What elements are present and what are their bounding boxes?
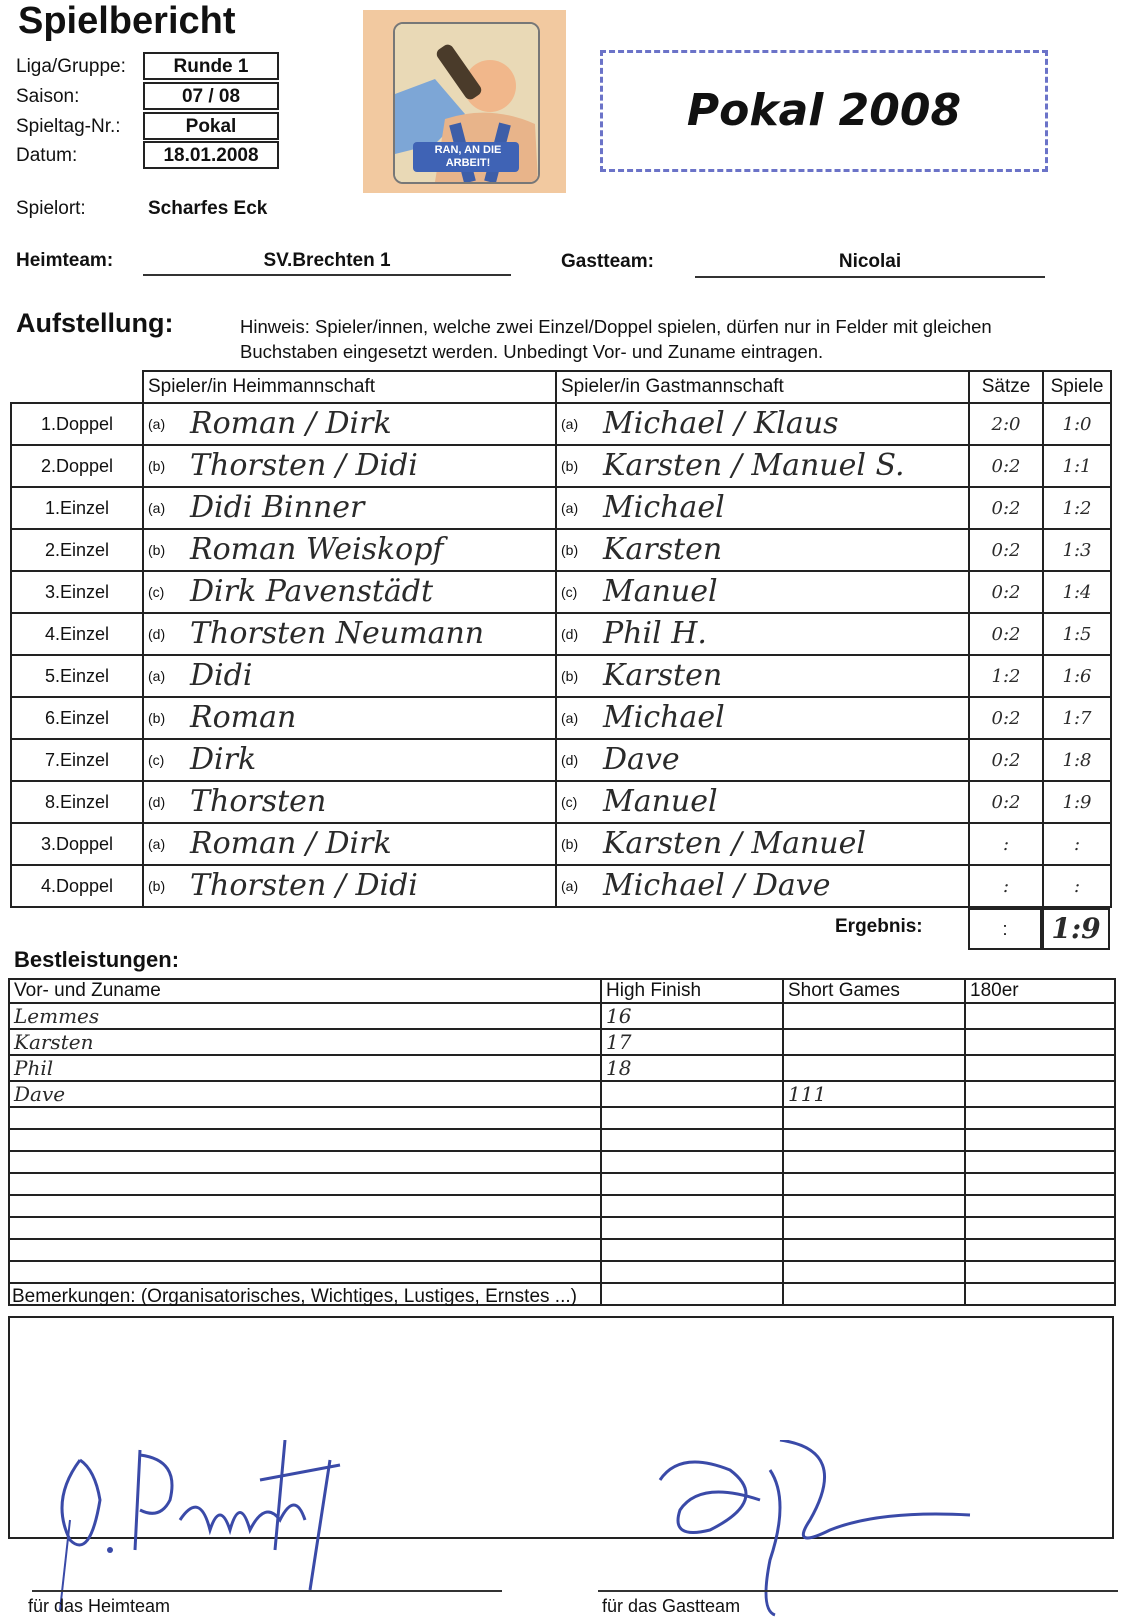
- best-name[interactable]: [9, 1239, 601, 1261]
- best-row: [9, 1029, 1115, 1055]
- home-player-name: Thorsten: [190, 784, 327, 819]
- best-name[interactable]: Karsten: [9, 1029, 601, 1055]
- matchday-value: Pokal: [143, 112, 279, 140]
- best-name[interactable]: Dave: [9, 1081, 601, 1107]
- sets-score[interactable]: :: [969, 823, 1043, 865]
- away-player-cell[interactable]: [556, 697, 969, 739]
- away-player-name: Phil H.: [603, 616, 707, 651]
- venue-label: Spielort:: [16, 198, 86, 219]
- best-high-finish[interactable]: [601, 1261, 783, 1283]
- home-player-cell[interactable]: [143, 655, 556, 697]
- season-label: Saison:: [16, 86, 80, 107]
- home-slot-letter: (b): [148, 710, 166, 726]
- lineup-row: [11, 697, 1111, 739]
- lineup-row: [11, 403, 1111, 445]
- games-score[interactable]: 1:4: [1043, 571, 1111, 613]
- season-value: 07 / 08: [143, 82, 279, 110]
- best-row: [9, 1239, 1115, 1261]
- col-games: Spiele: [1043, 371, 1111, 403]
- lineup-row: [11, 781, 1111, 823]
- home-player-cell[interactable]: [143, 865, 556, 907]
- games-score[interactable]: 1:5: [1043, 613, 1111, 655]
- home-player-name: Roman Weiskopf: [190, 532, 444, 567]
- best-short-games[interactable]: [783, 1107, 965, 1129]
- match-label: 3.Einzel: [11, 571, 143, 613]
- best-name[interactable]: [9, 1129, 601, 1151]
- col-sets: Sätze: [969, 371, 1043, 403]
- best-name[interactable]: [9, 1173, 601, 1195]
- home-player-name: Dirk Pavenstädt: [190, 574, 434, 609]
- best-short-games[interactable]: [783, 1055, 965, 1081]
- away-player-cell[interactable]: [556, 739, 969, 781]
- home-player-name: Thorsten / Didi: [190, 448, 418, 483]
- date-label: Datum:: [16, 145, 78, 166]
- home-player-name: Dirk: [190, 742, 257, 777]
- away-signature-line: [598, 1590, 1118, 1592]
- away-player-name: Michael / Dave: [603, 868, 831, 903]
- best-row: [9, 1195, 1115, 1217]
- home-slot-letter: (c): [148, 584, 165, 600]
- best-row: [9, 1107, 1115, 1129]
- best-short-games[interactable]: [783, 1239, 965, 1261]
- best-high-finish[interactable]: 16: [601, 1003, 783, 1029]
- lineup-row: [11, 487, 1111, 529]
- match-label: 8.Einzel: [11, 781, 143, 823]
- home-slot-letter: (a): [148, 836, 166, 852]
- lineup-row: [11, 823, 1111, 865]
- away-slot-letter: (a): [561, 500, 579, 516]
- best-name[interactable]: [9, 1217, 601, 1239]
- lineup-row: [11, 571, 1111, 613]
- home-slot-letter: (d): [148, 626, 166, 642]
- league-value: Runde 1: [143, 52, 279, 80]
- best-short-games[interactable]: 111: [783, 1081, 965, 1107]
- away-player-name: Michael / Klaus: [603, 406, 839, 441]
- away-player-name: Dave: [603, 742, 680, 777]
- match-label: 2.Doppel: [11, 445, 143, 487]
- best-high-finish[interactable]: 17: [601, 1029, 783, 1055]
- home-signature: [40, 1440, 380, 1620]
- home-player-name: Didi: [190, 658, 253, 693]
- match-label: 2.Einzel: [11, 529, 143, 571]
- match-label: 1.Doppel: [11, 403, 143, 445]
- home-team-label: Heimteam:: [16, 250, 114, 271]
- lineup-table: [10, 370, 1112, 908]
- match-label: 4.Einzel: [11, 613, 143, 655]
- lineup-note: Hinweis: Spieler/innen, welche zwei Einzel/Doppel spielen, dürfen nur in Felder mit gleichen Buchstaben eingesetzt werden. Unbedingt Vor- und Zuname eintragen.: [240, 316, 992, 362]
- away-player-cell[interactable]: [556, 781, 969, 823]
- home-slot-letter: (b): [148, 542, 166, 558]
- away-player-cell[interactable]: [556, 487, 969, 529]
- best-name[interactable]: Lemmes: [9, 1003, 601, 1029]
- best-name[interactable]: Phil: [9, 1055, 601, 1081]
- away-player-name: Manuel: [603, 574, 718, 609]
- away-team-label: Gastteam:: [561, 251, 654, 272]
- best-name[interactable]: [9, 1151, 601, 1173]
- best-180[interactable]: [965, 1173, 1115, 1195]
- home-slot-letter: (a): [148, 416, 166, 432]
- away-slot-letter: (a): [561, 710, 579, 726]
- best-180[interactable]: [965, 1081, 1115, 1107]
- sets-score[interactable]: 0:2: [969, 697, 1043, 739]
- match-label: 3.Doppel: [11, 823, 143, 865]
- best-180[interactable]: [965, 1217, 1115, 1239]
- competition-box: [600, 50, 1048, 172]
- games-score[interactable]: 1:8: [1043, 739, 1111, 781]
- venue-value: Scharfes Eck: [148, 198, 268, 219]
- best-short-games[interactable]: [783, 1129, 965, 1151]
- best-short-games[interactable]: [783, 1173, 965, 1195]
- lineup-row: [11, 739, 1111, 781]
- away-player-cell[interactable]: [556, 403, 969, 445]
- games-score[interactable]: 1:1: [1043, 445, 1111, 487]
- match-label: 6.Einzel: [11, 697, 143, 739]
- best-row: [9, 1081, 1115, 1107]
- result-sets: :: [968, 908, 1042, 950]
- best-high-finish[interactable]: [601, 1195, 783, 1217]
- lineup-row: [11, 655, 1111, 697]
- away-player-name: Manuel: [603, 784, 718, 819]
- home-player-name: Didi Binner: [190, 490, 365, 525]
- sets-score[interactable]: 0:2: [969, 529, 1043, 571]
- best-high-finish[interactable]: [601, 1217, 783, 1239]
- lineup-row: [11, 529, 1111, 571]
- best-row: [9, 1003, 1115, 1029]
- games-score[interactable]: 1:6: [1043, 655, 1111, 697]
- home-slot-letter: (b): [148, 878, 166, 894]
- date-value: 18.01.2008: [143, 141, 279, 169]
- home-player-cell[interactable]: [143, 529, 556, 571]
- home-player-name: Thorsten Neumann: [190, 616, 485, 651]
- best-row: [9, 1173, 1115, 1195]
- best-high-finish[interactable]: [601, 1129, 783, 1151]
- games-score[interactable]: :: [1043, 823, 1111, 865]
- home-player-name: Thorsten / Didi: [190, 868, 418, 903]
- matchday-label: Spieltag-Nr.:: [16, 116, 121, 137]
- home-player-cell[interactable]: [143, 403, 556, 445]
- games-score[interactable]: 1:2: [1043, 487, 1111, 529]
- away-slot-letter: (d): [561, 626, 579, 642]
- best-row: [9, 1129, 1115, 1151]
- sets-score[interactable]: 0:2: [969, 613, 1043, 655]
- home-player-cell[interactable]: [143, 739, 556, 781]
- best-180[interactable]: [965, 1107, 1115, 1129]
- result-games: 1:9: [1042, 908, 1110, 950]
- best-short-games[interactable]: [783, 1261, 965, 1283]
- best-180[interactable]: [965, 1129, 1115, 1151]
- best-table: [8, 978, 1116, 1306]
- best-short-games[interactable]: [783, 1283, 965, 1305]
- best-180[interactable]: [965, 1261, 1115, 1283]
- away-player-name: Karsten / Manuel: [603, 826, 866, 861]
- best-180[interactable]: [965, 1003, 1115, 1029]
- away-slot-letter: (b): [561, 836, 579, 852]
- away-signature: [650, 1440, 1000, 1620]
- lineup-rows: [11, 403, 1111, 907]
- lineup-row: [11, 445, 1111, 487]
- away-slot-letter: (c): [561, 584, 578, 600]
- sets-score[interactable]: 0:2: [969, 571, 1043, 613]
- best-row: [9, 1055, 1115, 1081]
- home-slot-letter: (a): [148, 500, 166, 516]
- home-player-cell[interactable]: [143, 571, 556, 613]
- best-high-finish[interactable]: [601, 1081, 783, 1107]
- best-high-finish[interactable]: [601, 1173, 783, 1195]
- away-slot-letter: (a): [561, 416, 579, 432]
- sets-score[interactable]: 0:2: [969, 781, 1043, 823]
- games-score[interactable]: 1:7: [1043, 697, 1111, 739]
- best-180[interactable]: [965, 1151, 1115, 1173]
- home-team-value: SV.Brechten 1: [143, 250, 511, 276]
- home-player-cell[interactable]: [143, 823, 556, 865]
- sets-score[interactable]: 0:2: [969, 487, 1043, 529]
- games-score[interactable]: 1:9: [1043, 781, 1111, 823]
- away-signature-label: für das Gastteam: [602, 1596, 741, 1616]
- col-high-finish: High Finish: [601, 979, 783, 1003]
- home-signature-line: [32, 1590, 502, 1592]
- away-player-cell[interactable]: [556, 823, 969, 865]
- home-signature-label: für das Heimteam: [28, 1596, 171, 1616]
- best-row: [9, 1217, 1115, 1239]
- best-high-finish[interactable]: [601, 1107, 783, 1129]
- home-player-cell[interactable]: [143, 781, 556, 823]
- sets-score[interactable]: 2:0: [969, 403, 1043, 445]
- best-180[interactable]: [965, 1029, 1115, 1055]
- match-label: 1.Einzel: [11, 487, 143, 529]
- col-180: 180er: [965, 979, 1115, 1003]
- away-slot-letter: (d): [561, 752, 579, 768]
- match-label: 7.Einzel: [11, 739, 143, 781]
- away-player-cell[interactable]: [556, 529, 969, 571]
- match-label: 5.Einzel: [11, 655, 143, 697]
- best-high-finish[interactable]: [601, 1239, 783, 1261]
- best-short-games[interactable]: [783, 1029, 965, 1055]
- away-slot-letter: (c): [561, 794, 578, 810]
- home-slot-letter: (c): [148, 752, 165, 768]
- best-row: [9, 1151, 1115, 1173]
- home-player-cell[interactable]: [143, 613, 556, 655]
- sets-score[interactable]: 1:2: [969, 655, 1043, 697]
- col-short-games: Short Games: [783, 979, 965, 1003]
- page-title: Spielbericht: [18, 0, 236, 42]
- away-player-name: Michael: [603, 490, 725, 525]
- remarks-label: Bemerkungen: (Organisatorisches, Wichtiges, Lustiges, Ernstes ...): [12, 1286, 577, 1307]
- lineup-row: [11, 613, 1111, 655]
- best-180[interactable]: [965, 1239, 1115, 1261]
- result-label: Ergebnis:: [835, 916, 923, 937]
- best-row: [9, 1261, 1115, 1283]
- away-player-cell[interactable]: [556, 655, 969, 697]
- col-name: Vor- und Zuname: [9, 979, 601, 1003]
- best-name[interactable]: [9, 1195, 601, 1217]
- home-player-cell[interactable]: [143, 445, 556, 487]
- away-player-cell[interactable]: [556, 571, 969, 613]
- away-player-name: Karsten: [603, 658, 723, 693]
- away-slot-letter: (a): [561, 878, 579, 894]
- col-away-players: Spieler/in Gastmannschaft: [556, 371, 969, 403]
- team-logo: [363, 10, 566, 193]
- best-short-games[interactable]: [783, 1195, 965, 1217]
- competition-name: Pokal 2008: [686, 85, 962, 136]
- home-player-cell[interactable]: [143, 697, 556, 739]
- best-heading: Bestleistungen:: [14, 947, 180, 972]
- home-player-name: Roman / Dirk: [190, 826, 392, 861]
- best-short-games[interactable]: [783, 1151, 965, 1173]
- games-score[interactable]: 1:3: [1043, 529, 1111, 571]
- away-slot-letter: (b): [561, 458, 579, 474]
- away-team-value: Nicolai: [695, 251, 1045, 278]
- league-label: Liga/Gruppe:: [16, 56, 126, 77]
- home-slot-letter: (d): [148, 794, 166, 810]
- home-slot-letter: (a): [148, 668, 166, 684]
- best-short-games[interactable]: [783, 1003, 965, 1029]
- home-slot-letter: (b): [148, 458, 166, 474]
- games-score[interactable]: 1:0: [1043, 403, 1111, 445]
- home-player-cell[interactable]: [143, 487, 556, 529]
- best-short-games[interactable]: [783, 1217, 965, 1239]
- best-180[interactable]: [965, 1283, 1115, 1305]
- games-score[interactable]: :: [1043, 865, 1111, 907]
- away-slot-letter: (b): [561, 668, 579, 684]
- away-slot-letter: (b): [561, 542, 579, 558]
- lineup-row: [11, 865, 1111, 907]
- best-180[interactable]: [965, 1055, 1115, 1081]
- best-180[interactable]: [965, 1195, 1115, 1217]
- best-name[interactable]: [9, 1107, 601, 1129]
- match-label: 4.Doppel: [11, 865, 143, 907]
- sets-score[interactable]: 0:2: [969, 445, 1043, 487]
- away-player-cell[interactable]: [556, 445, 969, 487]
- col-home-players: Spieler/in Heimmannschaft: [143, 371, 556, 403]
- best-high-finish[interactable]: 18: [601, 1055, 783, 1081]
- away-player-cell[interactable]: [556, 613, 969, 655]
- away-player-cell[interactable]: [556, 865, 969, 907]
- sets-score[interactable]: 0:2: [969, 739, 1043, 781]
- lineup-heading: Aufstellung:: [16, 308, 174, 338]
- logo-text: RAN, AN DIE ARBEIT!: [434, 144, 502, 169]
- best-name[interactable]: [9, 1261, 601, 1283]
- home-player-name: Roman: [190, 700, 297, 735]
- best-rows: [9, 1003, 1115, 1305]
- away-player-name: Karsten / Manuel S.: [603, 448, 905, 483]
- home-player-name: Roman / Dirk: [190, 406, 392, 441]
- away-player-name: Karsten: [603, 532, 723, 567]
- best-high-finish[interactable]: [601, 1283, 783, 1305]
- best-high-finish[interactable]: [601, 1151, 783, 1173]
- sets-score[interactable]: :: [969, 865, 1043, 907]
- away-player-name: Michael: [603, 700, 725, 735]
